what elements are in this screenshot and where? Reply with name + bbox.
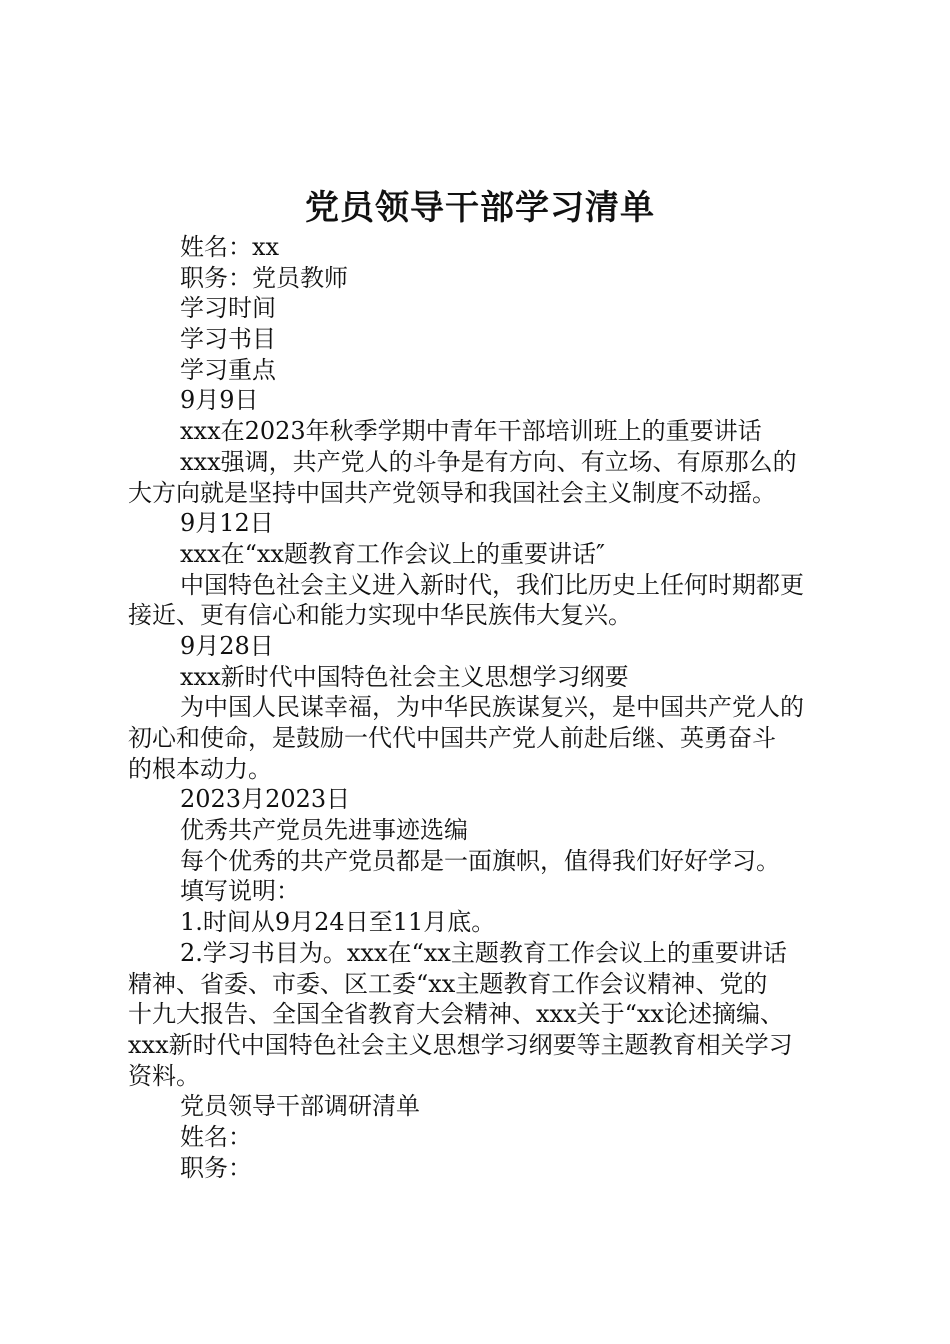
text-line: 资料。 xyxy=(128,1061,200,1090)
text-line: xxx新时代中国特色社会主义思想学习纲要 xyxy=(180,662,629,691)
text-line: 职务：党员教师 xyxy=(180,263,348,292)
text-line: 职务： xyxy=(180,1153,252,1182)
text-line: 每个优秀的共产党员都是一面旗帜，值得我们好好学习。 xyxy=(180,846,780,875)
text-line: 9月28日 xyxy=(180,631,274,660)
text-line: 初心和使命，是鼓励一代代中国共产党人前赴后继、英勇奋斗 xyxy=(128,724,776,752)
text-line: 党员领导干部调研清单 xyxy=(180,1092,420,1121)
text-line: 学习时间 xyxy=(180,294,276,323)
text-line: xxx在“xx题教育工作会议上的重要讲话″ xyxy=(180,539,605,568)
text-line: 填写说明： xyxy=(180,877,300,906)
text-line: 2.学习书目为。xxx在“xx主题教育工作会议上的重要讲话 xyxy=(180,938,787,967)
text-line: xxx强调，共产党人的斗争是有方向、有立场、有原那么的 xyxy=(180,447,797,476)
text-line: 1.时间从9月24日至11月底。 xyxy=(180,908,496,937)
text-line: 十九大报告、全国全省教育大会精神、xxx关于“xx论述摘编、 xyxy=(128,1000,784,1029)
text-line: 优秀共产党员先进事迹选编 xyxy=(180,816,468,845)
text-line: 姓名： xyxy=(180,1122,252,1151)
text-line: 的根本动力。 xyxy=(128,754,272,783)
text-line: 2023月2023日 xyxy=(180,785,351,814)
text-line: 精神、省委、市委、区工委“xx主题教育工作会议精神、党的 xyxy=(128,969,768,998)
text-line: 为中国人民谋幸福，为中华民族谋复兴，是中国共产党人的 xyxy=(180,693,804,722)
text-line: 大方向就是坚持中国共产党领导和我国社会主义制度不动摇。 xyxy=(128,478,776,507)
text-line: 接近、更有信心和能力实现中华民族伟大复兴。 xyxy=(128,601,632,630)
text-line: 姓名：xx xyxy=(180,233,280,261)
text-line: xxx新时代中国特色社会主义思想学习纲要等主题教育相关学习 xyxy=(128,1030,793,1059)
text-line: 中国特色社会主义进入新时代，我们比历史上任何时期都更 xyxy=(180,570,804,599)
text-line: 9月9日 xyxy=(180,386,259,415)
text-line: 学习重点 xyxy=(180,355,276,384)
text-line: 学习书目 xyxy=(180,325,276,354)
text-line: xxx在2023年秋季学期中青年干部培训班上的重要讲话 xyxy=(180,417,762,446)
document-title: 党员领导干部学习清单 xyxy=(305,188,655,228)
text-line: 9月12日 xyxy=(180,509,274,538)
document-body xyxy=(128,232,842,1183)
